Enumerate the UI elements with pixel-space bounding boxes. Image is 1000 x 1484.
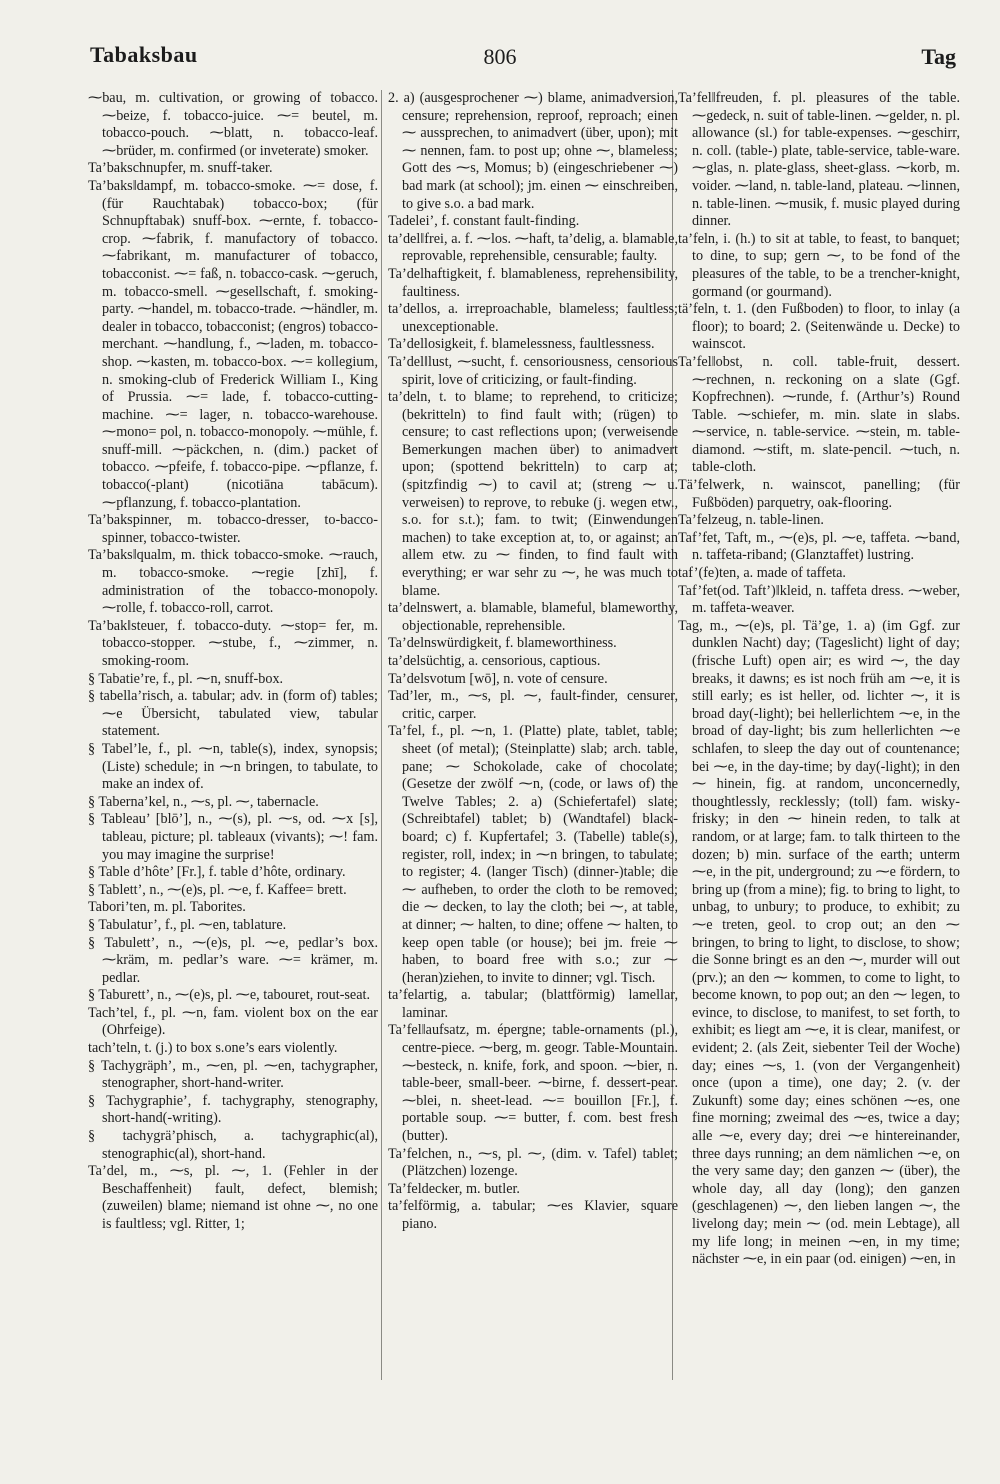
dictionary-entry: ta’deln, t. to blame; to reprehend, to criticize; (bekritteln) to find fault with; (rügen) to censure; to cast reflections upon; (verweisende Bemerkungen machen über) to animadvert upon; (spottend bekritteln) to carp at; (spitzfindig ⁓) to cavil at; (streng ⁓ u. verweisen) to reprove, to rebuke (j. wegen etw., s.o. for s.t.); fam. to twit; (Einwendungen machen) to take exception at, to, or against; an allem etw. zu ⁓ finden, to find fault with everything; er war sehr zu ⁓, he was much to blame. <box>388 389 678 599</box>
dictionary-entry: Tach’tel, f., pl. ⁓n, fam. violent box on the ear (Ohrfeige). <box>88 1004 378 1039</box>
dictionary-entry: ta’felförmig, a. tabular; ⁓es Klavier, square piano. <box>388 1198 678 1232</box>
page-number: 806 <box>483 44 517 69</box>
column-right <box>678 90 960 1390</box>
dictionary-entry: § Tachygraphie’, f. tachygraphy, stenography, short-hand(-writing). <box>88 1092 378 1127</box>
dictionary-entry: Taf’fet, Taft, m., ⁓(e)s, pl. ⁓e, taffeta. ⁓band, n. taffeta-riband; (Glanztaffet) lustring. <box>678 529 960 564</box>
dictionary-entry: § Tabulatur’, f., pl. ⁓en, tablature. <box>88 916 287 933</box>
dictionary-entry: Tabori’ten, m. pl. Taborites. <box>88 899 246 916</box>
dictionary-entry: ⁓bau, m. cultivation, or growing of tobacco. ⁓beize, f. tobacco-juice. ⁓= beutel, m. tobacco-pouch. ⁓blatt, n. tobacco-leaf. ⁓brüder, m. confirmed (or inveterate) smoker. <box>88 90 378 159</box>
dictionary-entry: ta’felartig, a. tabular; (blattförmig) lamellar, laminar. <box>388 987 678 1021</box>
column-middle <box>388 90 678 1390</box>
dictionary-entry: § Tabel’le, f., pl. ⁓n, table(s), index, synopsis; (Liste) schedule; in ⁓n bringen, to tabulate, to make an index of. <box>88 740 378 793</box>
dictionary-entry: ta’del‖frei, a. f. ⁓los. ⁓haft, ta’delig, a. blamable, reprovable, reprehensible, censurable; faulty. <box>388 230 678 265</box>
dictionary-entry: tä’feln, t. 1. (den Fußboden) to floor, to inlay (a floor); to board; 2. (Seitenwände u. Decke) to wainscot. <box>678 301 960 353</box>
dictionary-entry: Tä’felwerk, n. wainscot, panelling; (für Fußböden) parquetry, oak-flooring. <box>678 477 960 511</box>
page-header <box>0 38 1000 78</box>
dictionary-entry: Ta’felchen, n., ⁓s, pl. ⁓, (dim. v. Tafel) tablet; (Plätzchen) lozenge. <box>388 1145 678 1180</box>
dictionary-entry: § tachygrä’phisch, a. tachygraphic(al), stenographic(al), short-hand. <box>88 1128 378 1162</box>
dictionary-entry: § Taberna’kel, n., ⁓s, pl. ⁓, tabernacle. <box>88 793 319 810</box>
running-head-right: Tag <box>921 44 956 69</box>
dictionary-entry: taf’(fe)ten, a. made of taffeta. <box>678 565 846 582</box>
dictionary-entry: Ta’fel‖aufsatz, m. épergne; table-ornaments (pl.), centre-piece. ⁓berg, m. geogr. Table-Mountain. ⁓besteck, n. knife, fork, and spoon. ⁓bier, n. table-beer, small-beer. ⁓birne, f. dessert-pear. ⁓blei, n. sheet-lead. ⁓= bouillon [Fr.], f. portable soup. ⁓= butter, f. com. best fresh (butter). <box>388 1022 678 1145</box>
dictionary-entry: Ta’delnswürdigkeit, f. blameworthiness. <box>388 635 617 652</box>
column-divider <box>381 90 382 1380</box>
dictionary-entry: tach’teln, t. (j.) to box s.one’s ears violently. <box>88 1040 338 1057</box>
dictionary-entry: Ta’baks‖qualm, m. thick tobacco-smoke. ⁓rauch, m. tobacco-smoke. ⁓regie [zhī], f. administration of the tobacco-monopoly. ⁓rolle, f. tobacco-roll, carrot. <box>88 547 378 617</box>
dictionary-entry: Ta’bakschnupfer, m. snuff-taker. <box>88 160 273 177</box>
dictionary-entry: 2. a) (ausgesprochener ⁓) blame, animadversion, censure; reprehension, reproof, reproach; einen ⁓ aussprechen, to animadvert (über, upon); mit ⁓ nennen, fam. to post up; ohne ⁓, blameless; Gott des ⁓s, Momus; b) (eingeschriebener ⁓) bad mark (at school); jm. einen ⁓ einschreiben, to give s.o. a bad mark. <box>388 90 678 212</box>
dictionary-entry: § Tachygräph’, m., ⁓en, pl. ⁓en, tachygrapher, stenographer, short-hand-writer. <box>88 1057 378 1092</box>
dictionary-entry: Ta’delsvotum [wō], n. vote of censure. <box>388 670 608 687</box>
dictionary-entry: § Tabatie’re, f., pl. ⁓n, snuff-box. <box>88 670 284 687</box>
dictionary-entry: ta’dellos, a. irreproachable, blameless; faultless; unexceptionable. <box>388 301 678 335</box>
dictionary-entry: Ta’dellosigkeit, f. blamelessness, faultlessness. <box>388 336 655 353</box>
dictionary-entry: Ta’del, m., ⁓s, pl. ⁓, 1. (Fehler in der Beschaffenheit) fault, defect, blemish; (zuweilen) blame; niemand ist ohne ⁓, no one is faultless; vgl. Ritter, 1; <box>88 1163 378 1232</box>
dictionary-entry: ta’feln, i. (h.) to sit at table, to feast, to banquet; to dine, to sup; gern ⁓, to be fond of the pleasures of the table, to be a trencher-knight, gormand (or gourmand). <box>678 230 960 300</box>
dictionary-entry: § Tableau’ [blō’], n., ⁓(s), pl. ⁓s, od. ⁓x [s], tableau, picture; pl. tableaux (vivants); ⁓! fam. you may imagine the surprise! <box>88 811 378 863</box>
column-left <box>88 90 378 1390</box>
dictionary-entry: Tadelei’, f. constant fault-finding. <box>388 213 580 230</box>
dictionary-entry: § Tabulett’, n., ⁓(e)s, pl. ⁓e, pedlar’s box. ⁓kräm, m. pedlar’s ware. ⁓= krämer, m. pedlar. <box>88 934 378 986</box>
dictionary-entry: Ta’fel‖freuden, f. pl. pleasures of the table. ⁓gedeck, n. suit of table-linen. ⁓gelder, n. pl. allowance (sl.) for table-expenses. ⁓geschirr, n. coll. (table-) plate, table-service, table-ware. ⁓glas, n. plate-glass, sheet-glass. ⁓korb, m. voider. ⁓land, n. table-land, plateau. ⁓linnen, n. table-linen. ⁓musik, f. music played during dinner. <box>678 90 960 230</box>
dictionary-entry: Ta’felzeug, n. table-linen. <box>678 512 824 529</box>
dictionary-entry: ta’delsüchtig, a. censorious, captious. <box>388 653 601 669</box>
dictionary-entry: § Table d’hôte’ [Fr.], f. table d’hôte, ordinary. <box>88 864 346 881</box>
dictionary-entry: Ta’delhaftigkeit, f. blamableness, reprehensibility, faultiness. <box>388 265 678 300</box>
dictionary-entry: Tad’ler, m., ⁓s, pl. ⁓, fault-finder, censurer, critic, carper. <box>388 688 678 722</box>
running-head-left: Tabaksbau <box>90 42 198 67</box>
dictionary-entry: § Taburett’, n., ⁓(e)s, pl. ⁓e, tabouret, rout-seat. <box>88 987 371 1004</box>
dictionary-entry: Ta’fel‖obst, n. coll. table-fruit, dessert. ⁓rechnen, n. reckoning on a slate (Ggf. Kopfrechnen). ⁓runde, f. (Arthur’s) Round Table. ⁓schiefer, m. min. slate in slabs. ⁓service, n. table-service. ⁓stein, m. table-diamond. ⁓stift, m. slate-pencil. ⁓tuch, n. table-cloth. <box>678 353 960 476</box>
dictionary-entry: Ta’fel, f., pl. ⁓n, 1. (Platte) plate, tablet, table; sheet (of metal); (Steinplatte) slab; arch. table, pane; ⁓ Schokolade, cake of chocolate; (Gesetze der zwölf ⁓n, (code, or laws of) the Twelve Tables; 2. a) (Schiefertafel) slate; (Schreibtafel) tablet; b) (Wandtafel) black-board; c) f. Kupfertafel; 3. (Tabelle) table(s), register, roll, index; in ⁓n bringen, to tabulate; to register; 4. (langer Tisch) (dinner-)table; die ⁓ aufheben, to order the cloth to be removed; die ⁓ decken, to lay the cloth; bei ⁓, at table, at dinner; ⁓ halten, to dine; offene ⁓ halten, to keep open table (or house); bei jm. freie ⁓ haben, to board free with s.o.; zur ⁓ (heran)ziehen, to invite to dinner; vgl. Tisch. <box>388 723 678 986</box>
dictionary-entry: Ta’feldecker, m. butler. <box>388 1180 520 1197</box>
dictionary-entry: § tabella’risch, a. tabular; adv. in (form of) tables; ⁓e Übersicht, tabulated view, tabular statement. <box>88 688 378 740</box>
dictionary-entry: ta’delnswert, a. blamable, blameful, blameworthy, objectionable, reprehensible. <box>388 600 678 634</box>
dictionary-entry: Taf’fet(od. Taft’)‖kleid, n. taffeta dress. ⁓weber, m. taffeta-weaver. <box>678 582 960 617</box>
dictionary-entry: Ta’bakspinner, m. tobacco-dresser, to-bacco-spinner, tobacco-twister. <box>88 512 378 546</box>
dictionary-entry: Ta’bak‖steuer, f. tobacco-duty. ⁓stop= fer, m. tobacco-stopper. ⁓stube, f., ⁓zimmer, n. smoking-room. <box>88 617 378 669</box>
dictionary-entry: Tag, m., ⁓(e)s, pl. Tä’ge, 1. a) (im Ggf. zur dunklen Nacht) day; (Tageslicht) light of day; (frische Luft) open air; es wird ⁓, the day breaks, it dawns; es ist noch früh am ⁓e, it is still early; es ist heller, od. lichter ⁓, it is broad day(-light); bei hellerlichtem ⁓e, in the broad of day-light; bis zum hellerlichten ⁓e schlafen, to sleep the day out of countenance; bei ⁓e, in the day-time; by day(-light); in den ⁓ hinein, fig. at random, unconcernedly, thoughtlessly, recklessly; (toll) fam. wisky-frisky; in den ⁓ hinein reden, to talk at random, or at large; fam. to talk thirteen to the dozen; b) min. surface of the earth; unterm ⁓e, in the pit, underground; zu ⁓e fördern, to bring up (from a mine); fig. to bring to light, to unbag, to unbury; to produce, to exhibit; zu ⁓e treten, geol. to crop out; an den ⁓ bringen, to bring to light, to disclose, to show; die Sonne bringt es an den ⁓, murder will out (prv.); an den ⁓ kommen, to come to light, to become known, to pop out; an den ⁓ legen, to evince, to disclose, to manifest, to set forth, to exhibit; es liegt am ⁓e, it is clear, manifest, or evident; 2. (als Zeit, siebenter Teil der Woche) day; eines ⁓s, 1. (von der Vergangenheit) once (upon a time), one day; 2. (v. der Zukunft) some day; eines schönen ⁓es, one fine morning; zweimal des ⁓es, twice a day; alle ⁓e, every day; drei ⁓e hintereinander, three days running; an dem nämlichen ⁓e, on the very same day; den ganzen ⁓ (über), the whole day, all day (long); den ganzen (geschlagenen) ⁓, den lieben langen ⁓, the livelong day; mein ⁓ (od. mein Lebtage), all my life long; in meinen ⁓en, in my time; nächster ⁓e, in ein paar (od. einigen) ⁓en, in <box>678 617 960 1268</box>
dictionary-entry: Ta’baks‖dampf, m. tobacco-smoke. ⁓= dose, f. (für Rauchtabak) tobacco-box; (für Schnupftabak) snuff-box. ⁓ernte, f. tobacco-crop. ⁓fabrik, f. manufactory of tobacco. ⁓fabrikant, m. manufacturer of tobacco, tobacconist. ⁓= faß, n. tobacco-cask. ⁓geruch, m. tobacco-smell. ⁓gesellschaft, f. smoking-party. ⁓handel, m. tobacco-trade. ⁓händler, m. dealer in tobacco, tobacconist; (engros) tobacco-merchant. ⁓handlung, f., ⁓laden, m. tobacco-shop. ⁓kasten, m. tobacco-box. ⁓= kollegium, n. smoking-club of Frederick William I., King of Prussia. ⁓= lade, f. tobacco-cutting-machine. ⁓= lager, n. tobacco-warehouse. ⁓mono= pol, n. tobacco-monopoly. ⁓mühle, f. snuff-mill. ⁓päckchen, n. (dim.) packet of tobacco. ⁓pfeife, f. tobacco-pipe. ⁓pflanze, f. tobacco(-plant) (nicotiāna tabācum). ⁓pflanzung, f. tobacco-plantation. <box>88 177 378 511</box>
dictionary-entry: § Tablett’, n., ⁓(e)s, pl. ⁓e, f. Kaffee= brett. <box>88 881 347 898</box>
dictionary-entry: Ta’del‖lust, ⁓sucht, f. censoriousness, censorious spirit, love of criticizing, or fault-finding. <box>388 353 678 388</box>
